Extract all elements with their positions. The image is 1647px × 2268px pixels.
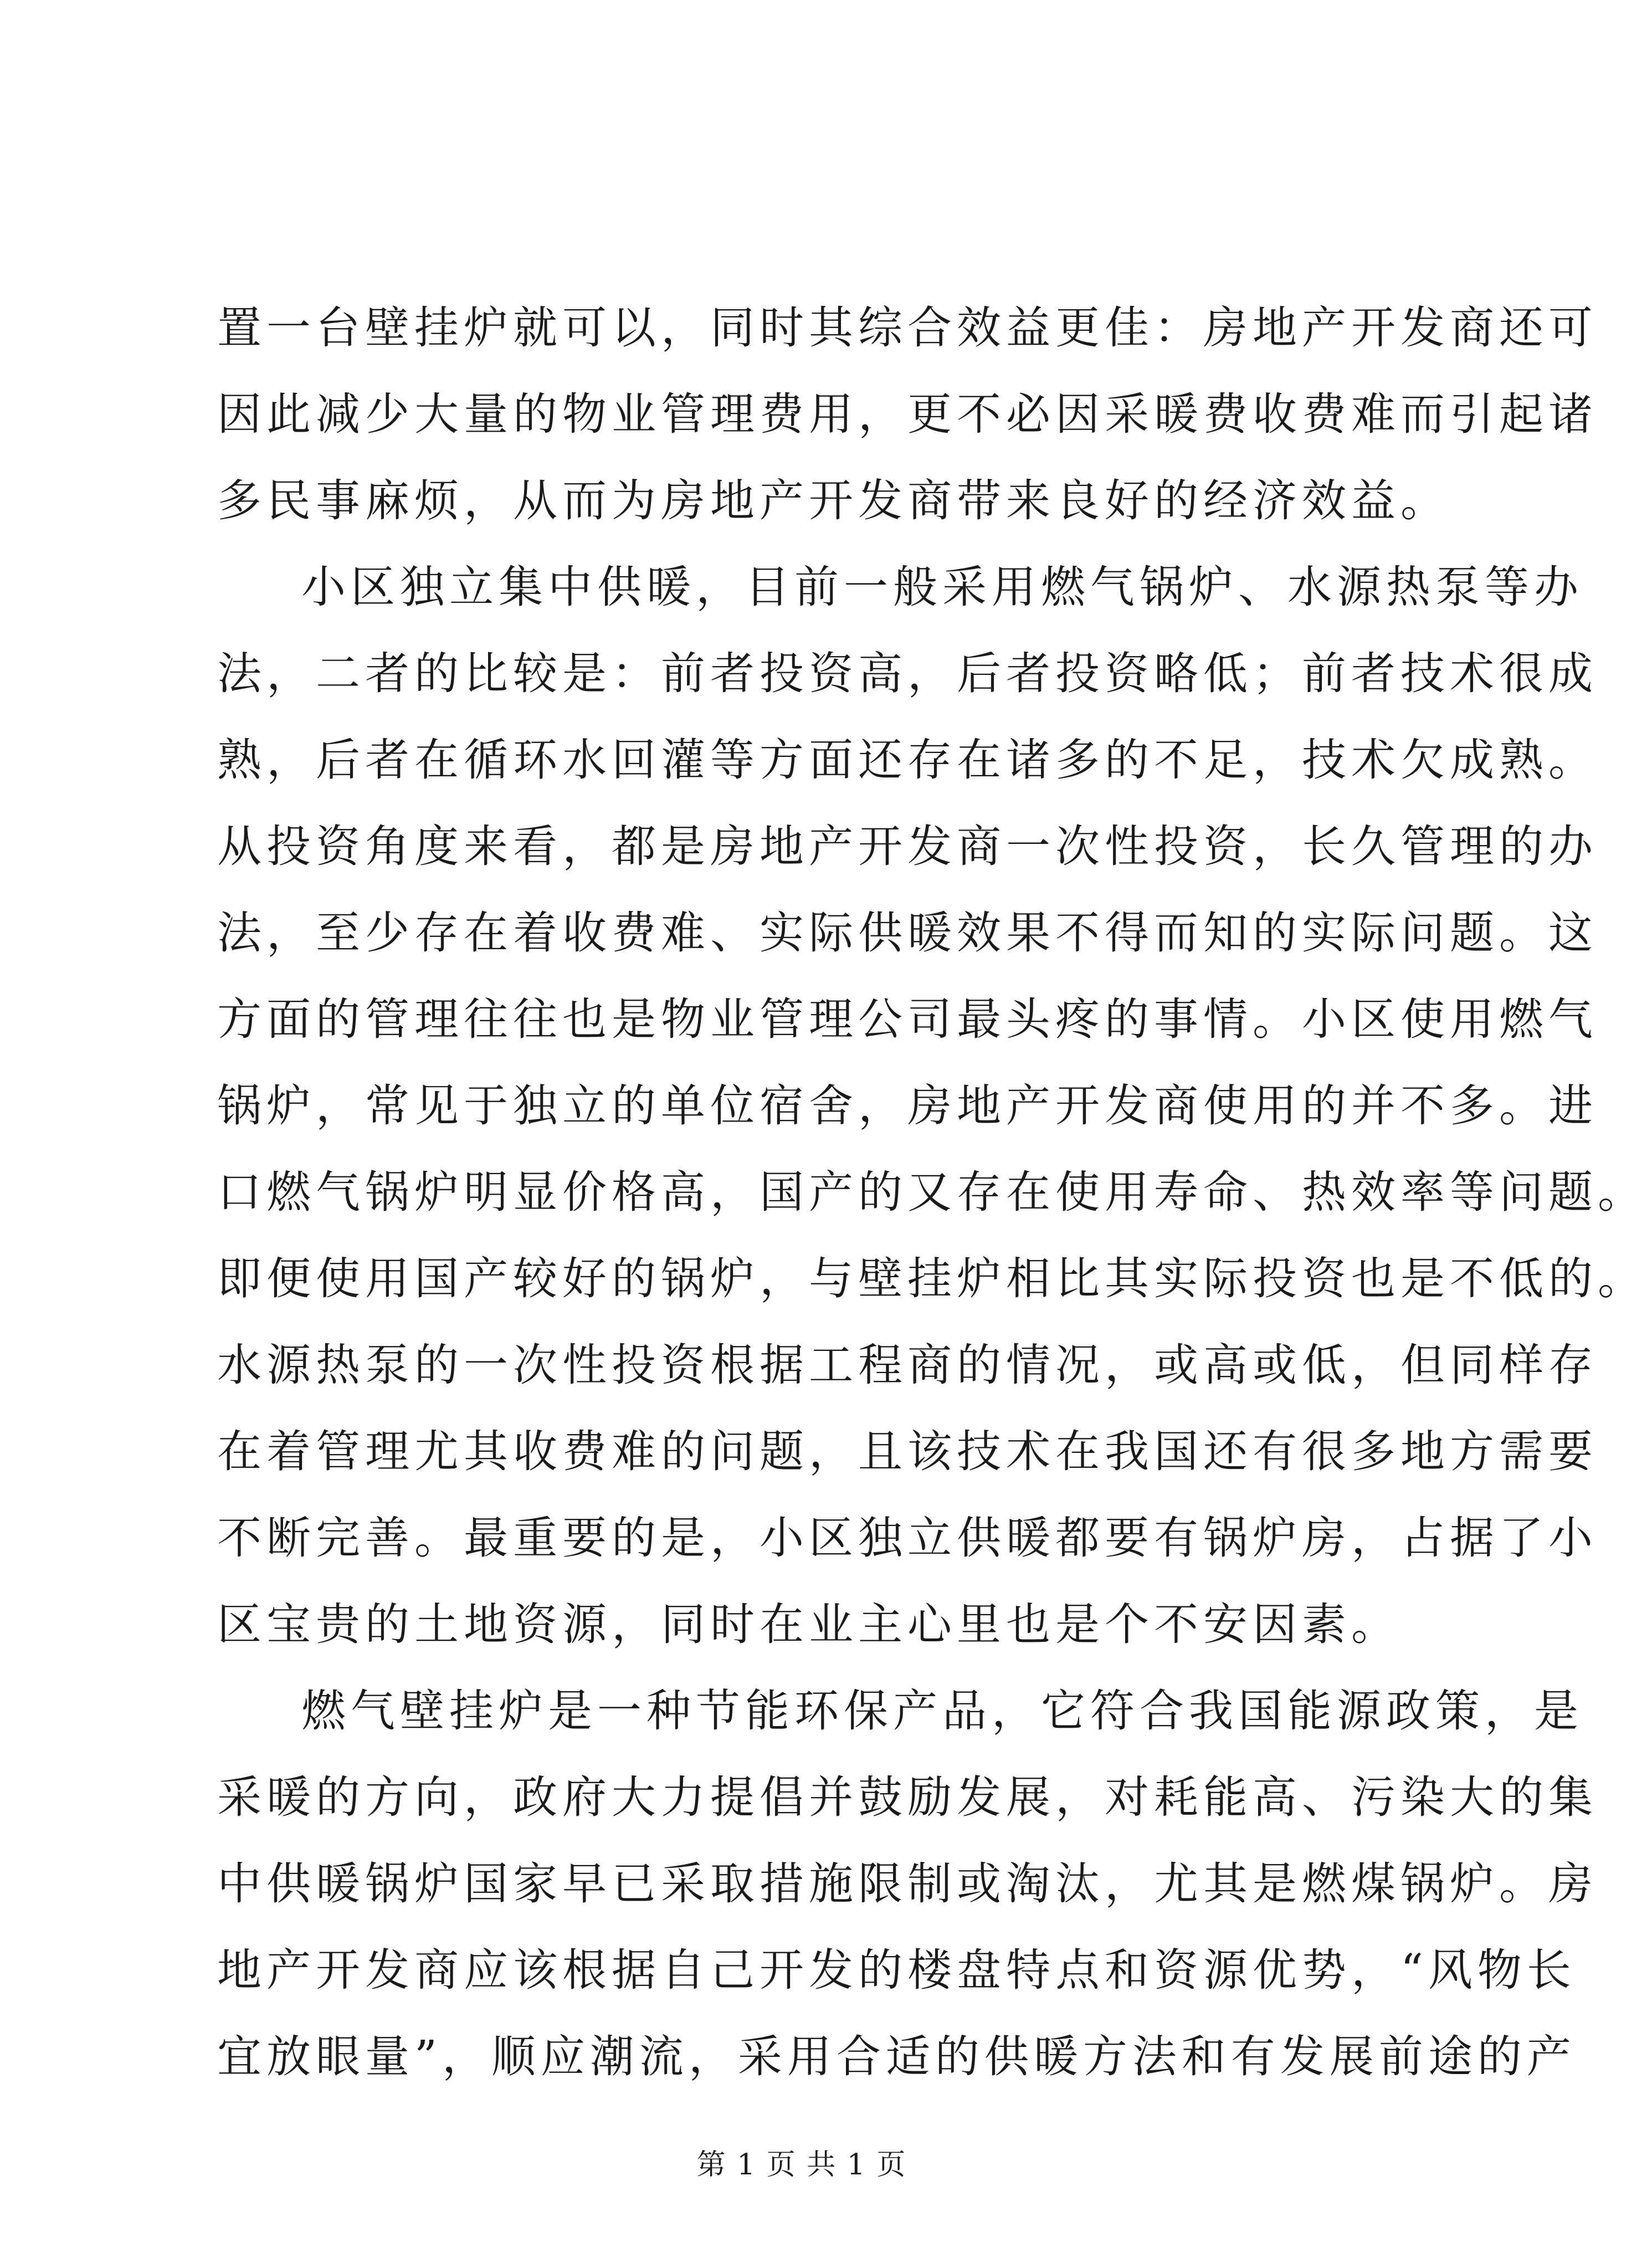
text-line: 在着管理尤其收费难的问题，且该技术在我国还有很多地方需要: [217, 1426, 1598, 1477]
paragraph-first-line: 小区独立集中供暖，目前一般采用燃气锅炉、水源热泵等办: [301, 561, 1583, 613]
text-line: 法，至少存在着收费难、实际供暖效果不得而知的实际问题。这: [217, 907, 1598, 959]
text-line: 区宝贵的土地资源，同时在业主心里也是个不安因素。: [217, 1599, 1400, 1650]
text-line: 口燃气锅炉明显价格高，国产的又存在使用寿命、热效率等问题。: [217, 1166, 1647, 1218]
page-number-footer: 第 1 页 共 1 页: [696, 2148, 907, 2182]
text-line: 地产开发商应该根据自己开发的楼盘特点和资源优势，“风物长: [217, 1944, 1576, 1996]
text-line: 采暖的方向，政府大力提倡并鼓励发展，对耗能高、污染大的集: [217, 1772, 1598, 1823]
text-line: 从投资角度来看，都是房地产开发商一次性投资，长久管理的办: [217, 821, 1598, 872]
text-line: 置一台壁挂炉就可以，同时其综合效益更佳：房地产开发商还可: [217, 302, 1598, 354]
text-line: 熟，后者在循环水回灌等方面还存在诸多的不足，技术欠成熟。: [217, 734, 1598, 786]
text-line: 方面的管理往往也是物业管理公司最头疼的事情。小区使用燃气: [217, 994, 1598, 1045]
paragraph-first-line: 燃气壁挂炉是一种节能环保产品，它符合我国能源政策，是: [301, 1685, 1583, 1737]
text-line: 宜放眼量”，顺应潮流，采用合适的供暖方法和有发展前途的产: [217, 2031, 1576, 2082]
text-line: 多民事麻烦，从而为房地产开发商带来良好的经济效益。: [217, 475, 1450, 526]
text-line: 因此减少大量的物业管理费用，更不必因采暖费收费难而引起诸: [217, 388, 1598, 440]
text-line: 不断完善。最重要的是，小区独立供暖都要有锅炉房，占据了小: [217, 1512, 1598, 1564]
text-line: 即便使用国产较好的锅炉，与壁挂炉相比其实际投资也是不低的。: [217, 1253, 1647, 1304]
text-line: 中供暖锅炉国家早已采取措施限制或淘汰，尤其是燃煤锅炉。房: [217, 1858, 1598, 1909]
text-line: 水源热泵的一次性投资根据工程商的情况，或高或低，但同样存: [217, 1339, 1598, 1391]
text-line: 法，二者的比较是：前者投资高，后者投资略低；前者技术很成: [217, 648, 1598, 699]
text-line: 锅炉，常见于独立的单位宿舍，房地产开发商使用的并不多。进: [217, 1080, 1598, 1132]
